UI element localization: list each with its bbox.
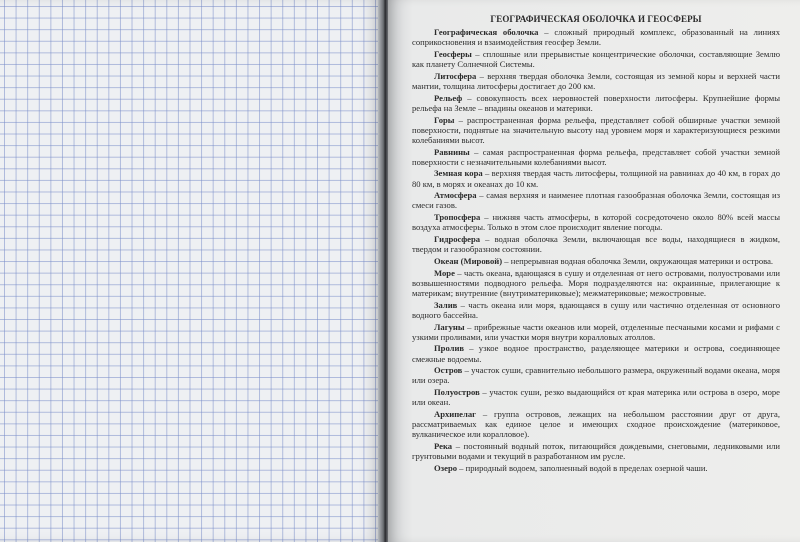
definition-text: – совокупность всех неровностей поверхности литосферы. Крупнейшие формы рельефа на Земле – впадины океанов и материки. bbox=[412, 92, 780, 113]
definition-term: Лагуны bbox=[434, 321, 465, 332]
definition-term: Залив bbox=[434, 299, 458, 310]
definition-entry bbox=[412, 115, 780, 145]
definition-term: Архипелаг bbox=[434, 409, 477, 420]
definition-entry bbox=[412, 300, 780, 320]
definition-term: Атмосфера bbox=[434, 190, 477, 201]
definition-text: – сплошные или прерывистые концентрические оболочки, составляющие Землю как планету Солнечной Системы. bbox=[412, 48, 780, 70]
definition-term: Гидросфера bbox=[434, 234, 481, 245]
definition-term: Тропосфера bbox=[434, 212, 481, 223]
definition-entry bbox=[412, 93, 780, 113]
definition-term: Рельеф bbox=[434, 92, 463, 103]
definition-entry bbox=[412, 322, 780, 342]
definition-entry bbox=[412, 387, 780, 407]
definition-text: – узкое водное пространство, разделяющее материки и острова, соединяющее смежные водоемы. bbox=[412, 343, 780, 364]
page-content bbox=[412, 14, 780, 475]
definition-term: Океан (Мировой) bbox=[434, 255, 503, 266]
definition-text: – распространенная форма рельефа, представляет собой обширные участки земной поверхности, поднятые на значительную высоту над уровнем моря и характеризующиеся резкими колебаниями высот. bbox=[412, 114, 780, 145]
definition-entry bbox=[412, 190, 780, 210]
definition-text: – участок суши, сравнительно небольшого размера, окруженный водами океана, моря или озера. bbox=[412, 365, 780, 386]
definition-term: Земная кора bbox=[434, 168, 483, 179]
definition-list bbox=[412, 27, 780, 473]
definition-term: Литосфера bbox=[434, 70, 477, 81]
definition-term: Географическая оболочка bbox=[434, 27, 539, 38]
definition-entry bbox=[412, 234, 780, 254]
definition-entry bbox=[412, 49, 780, 69]
definition-entry bbox=[412, 168, 780, 188]
definition-text: – сложный природный комплекс, образованный на линиях соприкосновения и взаимодействия геосфер Земли. bbox=[412, 27, 780, 48]
definition-text: – постоянный водный поток, питающийся дождевыми, снеговыми, ледниковыми или грунтовыми водами и текущий в разработанном им русле. bbox=[412, 441, 780, 462]
definition-text: – водная оболочка Земли, включающая все воды, находящиеся в жидком, твердом и газообразном состоянии. bbox=[412, 234, 780, 255]
definition-text: – верхняя твердая часть литосферы, толщиной на равнинах до 40 км, в горах до 80 км, в морях и океанах до 10 км. bbox=[412, 168, 780, 189]
definition-entry bbox=[412, 212, 780, 232]
definition-text: – нижняя часть атмосферы, в которой сосредоточено около 80% всей массы воздуха атмосферы. Только в этом слое происходит явление погоды. bbox=[412, 212, 780, 233]
definition-term: Пролив bbox=[434, 343, 465, 354]
definition-entry bbox=[412, 268, 780, 298]
definition-entry bbox=[412, 365, 780, 385]
definition-text: – самая верхняя и наименее плотная газообразная оболочка Земли, состоящая из смеси газов. bbox=[412, 190, 780, 211]
definition-entry bbox=[412, 27, 780, 47]
definition-text: – самая распространенная форма рельефа, представляет собой участки земной поверхности с незначительными колебаниями высот. bbox=[412, 146, 780, 167]
page-title: ГЕОГРАФИЧЕСКАЯ ОБОЛОЧКА И ГЕОСФЕРЫ bbox=[490, 14, 702, 24]
definition-text: – непрерывная водная оболочка Земли, окружающая материки и острова. bbox=[502, 255, 774, 266]
definition-text: – прибрежные части океанов или морей, отделенные песчаными косами и рифами с узкими проливами, или участки моря внутри коралловых атоллов. bbox=[412, 321, 780, 342]
grid-page-left bbox=[0, 0, 383, 542]
definition-text: – часть океана, вдающаяся в сушу и отделенная от него островами, полуостровами или возвышенностями подводного рельефа. Моря подразделяются на: окраинные, прилегающие к материкам; внутренние (внутриматериковые); межматериковые; межостровные. bbox=[412, 267, 780, 298]
definition-entry bbox=[412, 409, 780, 439]
definition-term: Равнины bbox=[434, 146, 470, 157]
definition-text: – часть океана или моря, вдающаяся в сушу или частично отделенная от основного водного бассейна. bbox=[412, 299, 780, 320]
definition-text: – группа островов, лежащих на небольшом расстоянии друг от друга, рассматриваемых как единое целое и имеющих сходное происхождение (материковое, вулканическое или коралловое). bbox=[412, 409, 780, 440]
definition-term: Остров bbox=[434, 365, 463, 376]
definition-term: Море bbox=[434, 267, 455, 278]
definition-term: Геосферы bbox=[434, 48, 472, 59]
definition-term: Полуостров bbox=[434, 387, 480, 398]
definition-text: – верхняя твердая оболочка Земли, состоящая из земной коры и верхней части мантии, толщина литосферы достигает до 200 км. bbox=[412, 70, 780, 91]
definition-term: Река bbox=[434, 441, 453, 452]
definition-entry bbox=[412, 71, 780, 91]
definition-text: – участок суши, резко выдающийся от края материка или острова в озеро, море или океан. bbox=[412, 387, 780, 408]
definition-text: – природный водоем, заполненный водой в пределах озерной чаши. bbox=[457, 462, 708, 473]
definition-term: Горы bbox=[434, 114, 455, 125]
definition-entry bbox=[412, 441, 780, 461]
definition-entry bbox=[412, 147, 780, 167]
definition-entry bbox=[412, 343, 780, 363]
definition-entry bbox=[412, 463, 780, 473]
definition-term: Озеро bbox=[434, 462, 458, 473]
definition-entry bbox=[412, 256, 780, 266]
